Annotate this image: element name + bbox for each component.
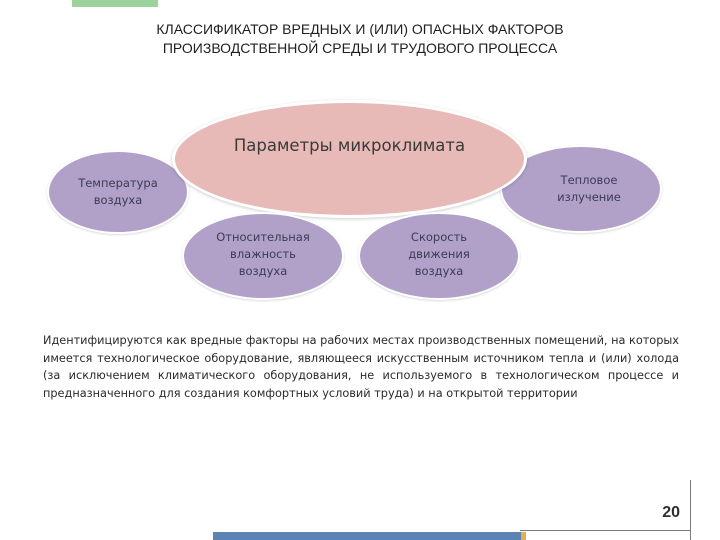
- factor-humidity-line-3: воздуха: [238, 263, 288, 278]
- frame-right-line: [690, 480, 691, 540]
- center-microclimate-parameters: [172, 100, 527, 218]
- page-number: 20: [662, 504, 680, 521]
- factor-relative-humidity: [182, 212, 344, 300]
- top-accent-bar: [72, 0, 158, 7]
- center-label: Параметры микроклимата: [233, 135, 466, 155]
- description-paragraph: Идентифицируются как вредные факторы на рабочих местах производственных помещений, на которых имеется технологическое оборудование, являющееся искусственным источником тепла и (или) холода (за исключением климатического оборудования, не используемого в технологическом процессе и предназначенного для создания комфортных условий труда) и на открытой территории: [43, 334, 679, 400]
- factor-temperature-line-2: воздуха: [93, 193, 143, 207]
- factor-speed-line-1: Скорость: [410, 229, 468, 244]
- title-line-1: КЛАССИФИКАТОР ВРЕДНЫХ И (ИЛИ) ОПАСНЫХ ФАКТОРОВ: [156, 21, 564, 37]
- slide-title: [70, 20, 650, 58]
- frame-bottom-line: [520, 530, 691, 531]
- factor-radiation-line-1: Тепловое: [560, 173, 618, 187]
- factor-temperature-line-1: Температура: [78, 176, 158, 190]
- bottom-accent-gold: [521, 532, 526, 540]
- factor-speed-line-3: воздуха: [414, 263, 464, 278]
- factor-humidity-line-2: влажность: [230, 246, 296, 261]
- bottom-accent-bar: [213, 532, 521, 540]
- factor-temperature: [47, 150, 189, 234]
- title-line-2: ПРОИЗВОДСТВЕННОЙ СРЕДЫ И ТРУДОВОГО ПРОЦЕССА: [162, 40, 558, 56]
- factor-speed-line-2: движения: [408, 246, 470, 261]
- factor-humidity-line-1: Относительная: [216, 229, 310, 244]
- factor-radiation-line-2: излучение: [557, 190, 621, 204]
- factor-air-velocity: [358, 212, 520, 300]
